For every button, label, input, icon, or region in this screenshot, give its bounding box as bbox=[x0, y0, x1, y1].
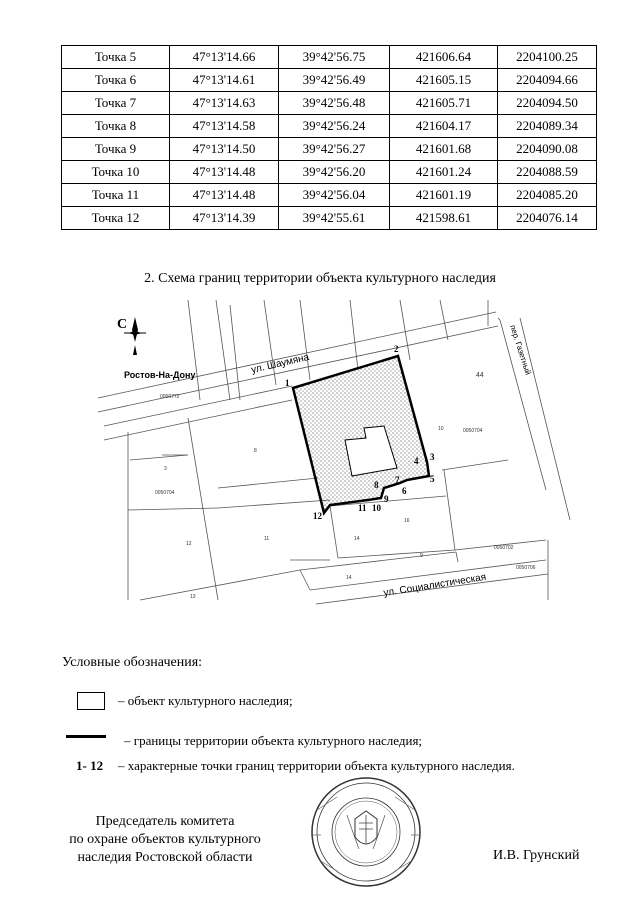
parcel-label-16: 16 bbox=[404, 518, 410, 524]
signatory-line-2: по охране объектов культурного bbox=[69, 832, 261, 847]
point-name-cell: Точка 12 bbox=[62, 207, 170, 230]
longitude-cell: 39°42'56.24 bbox=[279, 115, 390, 138]
point-label-2: 2 bbox=[394, 344, 399, 354]
cadastral-code-0050706: 0050706 bbox=[516, 565, 536, 571]
y-coordinate-cell: 2204090.08 bbox=[498, 138, 597, 161]
y-coordinate-cell: 2204088.59 bbox=[498, 161, 597, 184]
parcel-label-11: 11 bbox=[264, 536, 270, 542]
x-coordinate-cell: 421606.64 bbox=[390, 46, 498, 69]
y-coordinate-cell: 2204094.66 bbox=[498, 69, 597, 92]
x-coordinate-cell: 421605.15 bbox=[390, 69, 498, 92]
latitude-cell: 47°13'14.66 bbox=[170, 46, 279, 69]
legend-boundary-text: – границы территории объекта культурного наследия; bbox=[124, 733, 423, 748]
point-label-8: 8 bbox=[374, 480, 379, 490]
street-label-socialisticheskaya: ул. Социалистическая bbox=[382, 571, 487, 599]
longitude-cell: 39°42'56.48 bbox=[279, 92, 390, 115]
parcel-label-3: 3 bbox=[164, 466, 167, 472]
point-name-cell: Точка 6 bbox=[62, 69, 170, 92]
city-label: Ростов-На-Дону bbox=[124, 370, 196, 380]
longitude-cell: 39°42'56.27 bbox=[279, 138, 390, 161]
latitude-cell: 47°13'14.50 bbox=[170, 138, 279, 161]
scheme-title: 2. Схема границ территории объекта культурного наследия bbox=[144, 271, 496, 286]
y-coordinate-cell: 2204085.20 bbox=[498, 184, 597, 207]
x-coordinate-cell: 421601.68 bbox=[390, 138, 498, 161]
parcel-label-12: 12 bbox=[186, 541, 192, 547]
point-label-4: 4 bbox=[414, 456, 419, 466]
cadastral-code-0050704-west: 0050704 bbox=[155, 490, 175, 496]
legend-points-text: – характерные точки границ территории объекта культурного наследия. bbox=[118, 758, 515, 773]
parcel-label-10: 10 bbox=[438, 426, 444, 432]
longitude-cell: 39°42'56.04 bbox=[279, 184, 390, 207]
official-seal bbox=[297, 775, 435, 890]
boundary-polygon bbox=[293, 356, 429, 513]
point-label-3: 3 bbox=[430, 452, 435, 462]
point-label-9: 9 bbox=[384, 494, 389, 504]
x-coordinate-cell: 421604.17 bbox=[390, 115, 498, 138]
x-coordinate-cell: 421601.19 bbox=[390, 184, 498, 207]
point-name-cell: Точка 11 bbox=[62, 184, 170, 207]
point-label-6: 6 bbox=[402, 486, 407, 496]
y-coordinate-cell: 2204094.50 bbox=[498, 92, 597, 115]
street-label-shaumyana: ул. Шаумяна bbox=[250, 351, 311, 376]
latitude-cell: 47°13'14.39 bbox=[170, 207, 279, 230]
street-label-gazetny: пер. Газетный bbox=[508, 323, 533, 377]
longitude-cell: 39°42'56.49 bbox=[279, 69, 390, 92]
latitude-cell: 47°13'14.58 bbox=[170, 115, 279, 138]
cadastral-code-0050704-east: 0050704 bbox=[463, 428, 483, 434]
latitude-cell: 47°13'14.48 bbox=[170, 161, 279, 184]
point-name-cell: Точка 7 bbox=[62, 92, 170, 115]
north-arrow bbox=[117, 317, 146, 355]
legend-boundary-line-symbol bbox=[66, 735, 106, 738]
legend-monument-text: – объект культурного наследия; bbox=[118, 693, 293, 708]
parcel-label-44: 44 bbox=[476, 372, 484, 379]
point-label-7: 7 bbox=[395, 475, 400, 485]
longitude-cell: 39°42'55.61 bbox=[279, 207, 390, 230]
point-label-1: 1 bbox=[285, 378, 290, 388]
point-label-5: 5 bbox=[430, 474, 435, 484]
signatory-line-1: Председатель комитета bbox=[95, 814, 235, 829]
point-label-12: 12 bbox=[313, 511, 322, 521]
y-coordinate-cell: 2204076.14 bbox=[498, 207, 597, 230]
signatory-name: И.В. Грунский bbox=[493, 848, 580, 863]
parcel-label-8: 8 bbox=[254, 448, 257, 454]
point-label-11: 11 bbox=[358, 503, 367, 513]
x-coordinate-cell: 421601.24 bbox=[390, 161, 498, 184]
longitude-cell: 39°42'56.75 bbox=[279, 46, 390, 69]
longitude-cell: 39°42'56.20 bbox=[279, 161, 390, 184]
cadastral-code-0050772: 0050772 bbox=[160, 394, 180, 400]
point-name-cell: Точка 9 bbox=[62, 138, 170, 161]
point-name-cell: Точка 5 bbox=[62, 46, 170, 69]
y-coordinate-cell: 2204100.25 bbox=[498, 46, 597, 69]
point-name-cell: Точка 10 bbox=[62, 161, 170, 184]
cadastral-code-0050702: 0050702 bbox=[494, 545, 514, 551]
parcel-label-14: 14 bbox=[354, 536, 360, 542]
point-label-10: 10 bbox=[372, 503, 381, 513]
y-coordinate-cell: 2204089.34 bbox=[498, 115, 597, 138]
parcel-label-14b: 14 bbox=[346, 575, 352, 581]
point-name-cell: Точка 8 bbox=[62, 115, 170, 138]
legend-title: Условные обозначения: bbox=[62, 655, 203, 670]
parcel-label-9: 9 bbox=[420, 553, 423, 559]
parcel-label-13: 13 bbox=[190, 594, 196, 600]
latitude-cell: 47°13'14.61 bbox=[170, 69, 279, 92]
legend-points-range: 1- 12 bbox=[76, 758, 104, 773]
latitude-cell: 47°13'14.63 bbox=[170, 92, 279, 115]
signatory-line-3: наследия Ростовской области bbox=[77, 850, 253, 865]
north-label: С bbox=[117, 317, 128, 332]
x-coordinate-cell: 421598.61 bbox=[390, 207, 498, 230]
x-coordinate-cell: 421605.71 bbox=[390, 92, 498, 115]
latitude-cell: 47°13'14.48 bbox=[170, 184, 279, 207]
legend-monument-symbol bbox=[77, 692, 105, 710]
signatory-title bbox=[60, 813, 270, 867]
